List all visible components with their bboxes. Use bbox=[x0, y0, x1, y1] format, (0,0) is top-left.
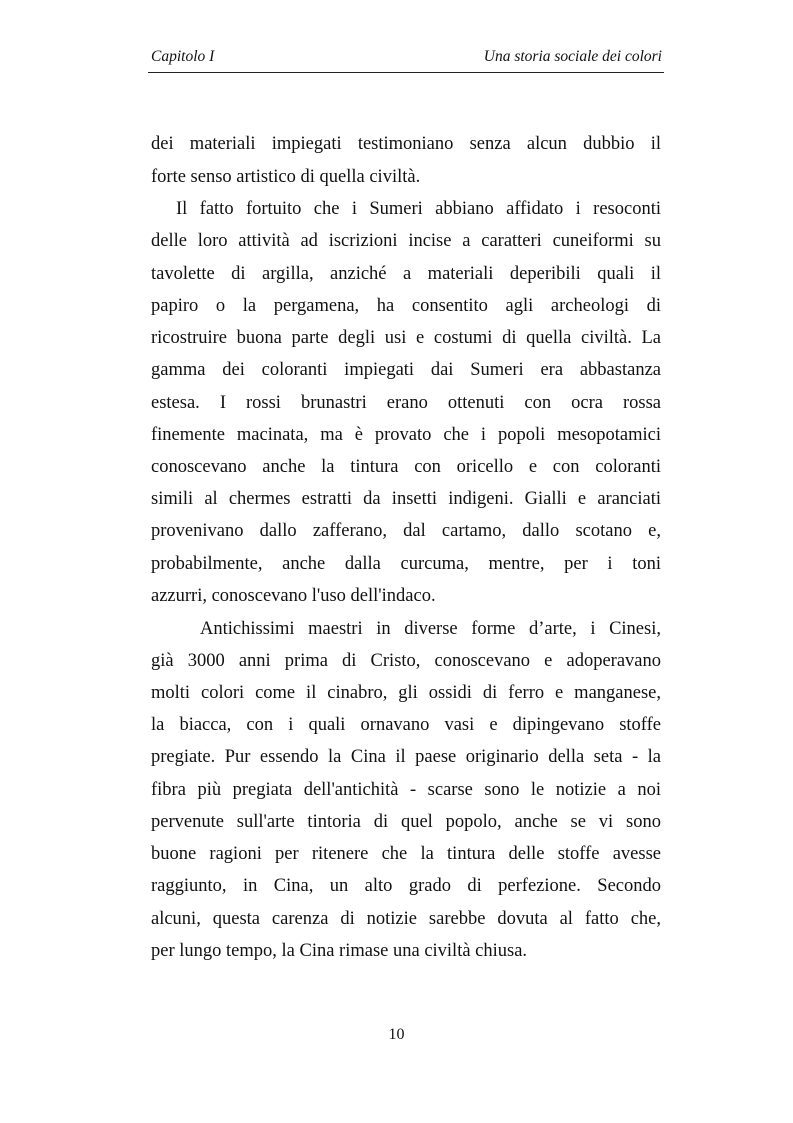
text-line: pervenute sull'arte tintoria di quel popolo, anche se vi sono bbox=[151, 812, 661, 832]
text-line: raggiunto, in Cina, un alto grado di perfezione. Secondo bbox=[151, 876, 661, 896]
text-line: molti colori come il cinabro, gli ossidi di ferro e manganese, bbox=[151, 683, 661, 703]
text-line: alcuni, questa carenza di notizie sarebbe dovuta al fatto che, bbox=[151, 909, 661, 929]
page-header bbox=[148, 48, 664, 70]
text-line: Antichissimi maestri in diverse forme d’arte, i Cinesi, bbox=[200, 619, 661, 639]
text-line: finemente macinata, ma è provato che i popoli mesopotamici bbox=[151, 425, 661, 445]
text-line: Il fatto fortuito che i Sumeri abbiano affidato i resoconti bbox=[176, 199, 661, 219]
text-line: azzurri, conoscevano l'uso dell'indaco. bbox=[151, 586, 436, 606]
text-line: fibra più pregiata dell'antichità - scarse sono le notizie a noi bbox=[151, 780, 661, 800]
text-line: delle loro attività ad iscrizioni incise a caratteri cuneiformi su bbox=[151, 231, 661, 251]
text-line: dei materiali impiegati testimoniano senza alcun dubbio il bbox=[151, 134, 661, 154]
text-line: per lungo tempo, la Cina rimase una civiltà chiusa. bbox=[151, 941, 528, 961]
text-line: gamma dei coloranti impiegati dai Sumeri era abbastanza bbox=[151, 360, 661, 380]
chapter-label: Capitolo I bbox=[151, 48, 215, 65]
running-title: Una storia sociale dei colori bbox=[483, 48, 662, 65]
header-rule bbox=[148, 72, 664, 73]
text-line: buone ragioni per ritenere che la tintura delle stoffe avesse bbox=[151, 844, 661, 864]
text-line: già 3000 anni prima di Cristo, conoscevano e adoperavano bbox=[151, 651, 661, 671]
text-line: estesa. I rossi brunastri erano ottenuti con ocra rossa bbox=[151, 393, 661, 413]
text-line: forte senso artistico di quella civiltà. bbox=[151, 167, 421, 187]
text-line: simili al chermes estratti da insetti indigeni. Gialli e aranciati bbox=[151, 489, 661, 509]
text-line: conoscevano anche la tintura con oricello e con coloranti bbox=[151, 457, 661, 477]
text-line: la biacca, con i quali ornavano vasi e dipingevano stoffe bbox=[151, 715, 661, 735]
text-line: papiro o la pergamena, ha consentito agli archeologi di bbox=[151, 296, 661, 316]
text-line: ricostruire buona parte degli usi e costumi di quella civiltà. La bbox=[151, 328, 661, 348]
page-number: 10 bbox=[388, 1026, 405, 1043]
text-line: tavolette di argilla, anziché a materiali deperibili quali il bbox=[151, 264, 661, 284]
text-line: pregiate. Pur essendo la Cina il paese originario della seta - la bbox=[151, 747, 661, 767]
text-line: probabilmente, anche dalla curcuma, mentre, per i toni bbox=[151, 554, 661, 574]
text-line: provenivano dallo zafferano, dal cartamo, dallo scotano e, bbox=[151, 521, 661, 541]
